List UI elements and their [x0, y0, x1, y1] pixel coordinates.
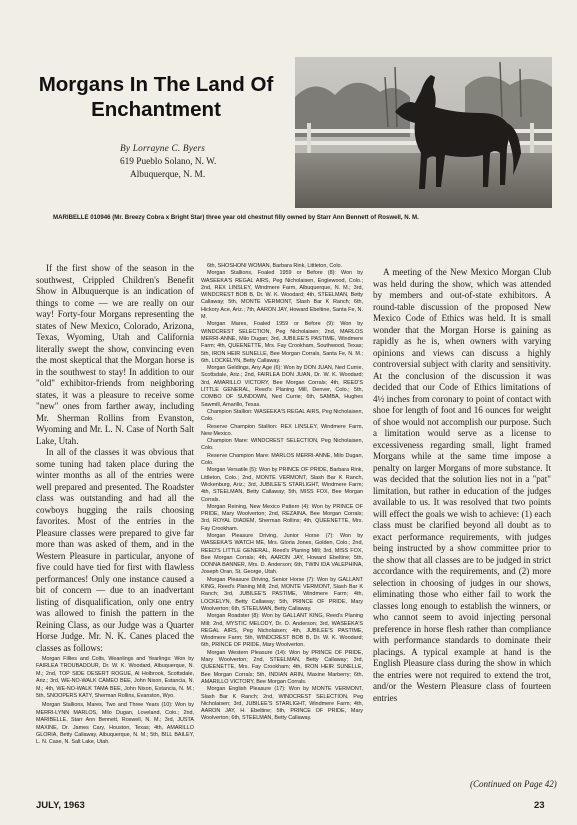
results-entry: Morgan Stallions, Mares, Two and Three Years (10): Won by MERRI-LYNN MARLOS, Milo Dugan, Loveland, Colo.; 2nd, MARIBELLE, Starr Ann Bennett, Roswell, N. M.; 3rd, JUSTA MAXINE, Dr. James Cary, Houston, Texas; 4th, AMARILLO GLORIA, Betty Callaway, Albuquerque, N. M.; 5th, BILL BAILEY, L. N. Case, N. Salt Lake, Utah.: [36, 702, 194, 746]
byline: [120, 143, 216, 183]
results-entry: Morgan Pleasure Driving, Senior Horse (7): Won by GALLANT KING, Reed's Planing Mill; 2nd, MONTE VERMONT, Slash Bar K Ranch; 3rd, JUBILEE'S PASTIME, Windmere Farm; 4th, LOCKELYN, Betty Callaway; 5th, PRINCE OF PRIDE, Mary Woolverton; 6th, STEELMAN, Betty Callaway.: [201, 576, 363, 612]
address-line-1: 619 Pueblo Solano, N. W.: [120, 157, 217, 168]
page-number: 23: [534, 800, 545, 811]
results-entry: Morgan Roadster (8): Won by GALLANT KING, Reed's Planing Mill; 2nd, MYSTIC MELODY, Dr. D. Anderson; 3rd, WASEEKA'S REGAL AIRS, Peg Nicholaisen; 4th, JUBILEE'S PASTIME, Windmere Farm; 5th, WINDCREST BOB B, Dr. W. K. Woodard; 6th, PRINCE OF PRIDE, Mary Woolverton.: [201, 613, 363, 649]
paragraph: If the first show of the season in the southwest, Crippled Children's Benefit Show in Albuquerque is an indication of things to come — we are really on our way! Forty-four Morgans representing the states of New Mexico, Colorado, Arizona, Texas, Wyoming, Utah and California literally swept the show, convincing even the most skeptical that the Morgan horse is in the southwest to stay! In addition to our "old" exhibitor-friends from neighboring states, it was a pleasure to receive some "new" ones from farther away, including Mr. Sherman Rollins from Evanston, Wyoming and Mr. L. N. Case of North Salt Lake, Utah.: [36, 263, 194, 446]
horse-photo: [295, 57, 552, 208]
results-entry: 6th, SHOSHONI WOMAN, Barbara Rink, Littleton, Colo.: [207, 263, 343, 269]
continued-note: (Continued on Page 42): [470, 779, 557, 789]
issue-date: JULY, 1963: [36, 800, 85, 811]
article-title: Morgans In The Land Of Enchantment: [38, 73, 274, 121]
results-entry: Morgan Western Pleasure (14): Won by PRINCE OF PRIDE, Mary Woolverton; 2nd, STEELMAN, Betty Callaway; 3rd, QUEENETTE, Mrs. Fay Crookham; 4th, IRON HEIR SUNELLE, Bee Morgan Corrals; 5th, INDIAN ARIN, Maxine Marberry; 6th, AMARILLO VICTORY, Bee Morgan Corrals.: [201, 649, 363, 685]
results-entry: Morgan English Pleasure (17): Won by MONTE VERMONT, Slash Bar K Ranch; 2nd, WINDCREST SELECTION, Peg Nicholaisen; 3rd, JUBILEE'S STARLIGHT, Windmere Farm; 4th, AARON JAY, H. Ebeltine; 5th, PRINCE OF PRIDE, Mary Woolverton; 6th, STEELMAN, Betty Callaway.: [201, 686, 363, 722]
results-entry: Morgan Stallions, Foaled 1959 or Before (8): Won by WASEEKA'S REGAL AIRS, Peg Nicholaisen, Englewood, Colo.; 2nd, REX LINSLEY, Windmere Farm, Albuquerque, N. M.; 3rd, WINDCREST BOB B, Dr. W. K. Woodard; 4th, STEELMAN, Betty Callaway; 5th, MONTE VERMONT, Slash Bar K Ranch; 6th, Hickory Ace, Ariz.; 7th, AARON JAY, Howard Ebeltine, Santa Fe, N. M.: [201, 270, 363, 321]
results-entry: Champion Mare: WINDCREST SELECTION, Peg Nicholaisen, Colo.: [201, 438, 363, 452]
results-entry: Morgan Mares, Foaled 1959 or Before (9): Won by WINDCREST SELECTION, Peg Nicholaisen; 2nd, MARLOS MERRI-ANNE, Milo Dugan; 3rd, JUBILEE'S PASTIME, Windmere Farm; 4th, QUEENETTE, Mrs. Fay Crookham, Southwood, Texas; 5th, IRON HEIR SUNELLE, Bee Morgan Corrals, Santa Fe, N. M.; 6th, LOCKELYN, Betty Callaway.: [201, 321, 363, 364]
results-entry: Morgan Pleasure Driving, Junior Horse (7): Won by WASEEKA'S WATCH ME, Mrs. Gloria Jones, Golden, Colo.; 2nd, REED'S LITTLE GENERAL, Reed's Planing Mill; 3rd, MISS FOX, Bee Morgan Corrals; 4th, AARON JAY, Howard Ebeltine; 5th, DONNA BANNER, Mrs. D. Anderson; 6th, TWIN IDA VALEPHINA, Joseph Oran, St. George, Utah.: [201, 532, 363, 576]
results-entry: Morgan Reining, New Mexico Pattern (4): Won by PRINCE OF PRIDE, Mary Woolverton; 2nd, REZAINA, Bee Morgan Corrals; 3rd, ROYAL DIADEM, Sherman Rollins; 4th, QUEENETTE, Mrs. Fay Crookham.: [201, 503, 363, 532]
column-2-results: [201, 263, 363, 781]
results-entry: Champion Stallion: WASEEKA'S REGAL AIRS, Peg Nicholaisen, Colo.: [201, 408, 363, 423]
results-entry: Reserve Champion Mare: MARLOS MERRI-ANNE, Milo Dugan, Colo.: [201, 452, 363, 467]
author-name: By Lorrayne C. Byers: [120, 144, 206, 154]
results-entry: Reserve Champion Stallion: REX LINSLEY, Windmere Farm, New Mexico.: [201, 423, 363, 437]
horse-photo-image: [295, 57, 552, 208]
column-1: [36, 263, 194, 781]
results-entry: Morgan Fillies and Colts, Weanlings and Yearlings: Won by FAIRLEA TROUBADOUR, Dr. W. K. Woodard, Albuquerque, N. M.; 2nd, TOP SIDE DESERT ROGUE, Al Holbrook, Scottsdale, Ariz.; 3rd, WE-NO-WALK CAMEO BEE, John Nixon, Estancia, N. M.; 4th, WE-NO-WALK TAMA BEE, John Nixon, Estancia, N. M.; 5th, SNOOPERS KATY, Sherman Rollins, Evanston, Wyo.: [36, 656, 194, 700]
paragraph: A meeting of the New Mexico Morgan Club was held during the show, which was attended by members and out-of-state exhibitors. A round-table discussion of the proposed New Mexico Code of Ethics was held. It is small wonder that the Morgan Horse is gaining as rapidly as he is, when owners with varying opinions and views can discuss a highly controversial subject with clarity and sensitivity. At the conclusion of the discussion it was decided that our Code of Ethics limitations of 4½ inches from coronary to point of contact with shoe for length of foot and 16 ounces for weight of shoe would not accomplish our purpose. Such a limitation would serve as a license to excessiveness regarding small, light framed Morgans while at the same time impose a penalty on larger Morgans of more substance. It was decided that the solution lies not in a "pat" limitation, but rather in education of the judges available to us. It was resolved that two points will effect the goals we wish to achieve: (1) each class must be clarified beyond all doubt as to exact performance requirements, with judges being instructed by a show committee prior to the show that all classes are to be judged in strict accordance with the requirements, and (2) more selection in choosing of judges in our shows, eliminating those who either fail to work the classes long enough to establish the winners, or who cannot seem to avoid injecting personal preference in horse flesh rather than compliance with performance standards to dominate their placings. A typical example at hand is the English Pleasure class during the show in which the entries were not required to extend the trot, and/or the Western Pleasure class of fourteen entries: [373, 267, 551, 703]
results-entry: Morgan Versatile (5): Won by PRINCE OF PRIDE, Barbara Rink, Littleton, Colo.; 2nd, MONTE VERMONT, Slash Bar K Ranch, Wickenburg, Ariz.; 3rd, JUBILEE'S STARLIGHT, Windmere Farm; 4th, STEELMAN, Betty Callaway; 5th, MISS FOX, Bee Morgan Corrals.: [201, 467, 363, 503]
photo-caption: MARIBELLE 010946 (Mr. Breezy Cobra x Bright Star) three year old chestnut filly owned by Starr Ann Bennett of Roswell, N. M.: [53, 214, 419, 221]
results-entry: Morgan Geldings, Any Age (6): Won by DON JUAN, Ned Currie, Scottsdale, Ariz.; 2nd, FAIRLEA DON JUAN, Dr. W. K. Woodard; 3rd, AMARILLO VICTORY, Bee Morgan Corrals; 4th, REED'S LITTLE GENERAL, Reed's Planing Mill, Denver, Colo.; 5th, COMBO OF SUNDOWN, Ned Currie; 6th, SAMBA, Hughes Sawmill, Amarillo, Texas.: [201, 365, 363, 408]
address-line-2: Albuquerque, N. M.: [130, 170, 206, 181]
paragraph: In all of the classes it was obvious that some tuning had taken place during the winter months as all of the entries were well prepared and presented. The Roadster class was outstanding and had all the cowboys hugging the rails choosing favorites. Most of the entries in the Pleasure classes were prepared to give far more than was asked of them, and in the Western Pleasure in particular, anyone of five could have tied for first with flawless performances! Only one instance caused a bit of concern — due to an inadvertant listing of disqualification, only one entry was allowed to finish the pattern in the Reining Class, as our Judge was a Quarter Horse Judge. Mr. N. K. Canes placed the classes as follows:: [36, 447, 194, 653]
column-3: [373, 267, 551, 785]
